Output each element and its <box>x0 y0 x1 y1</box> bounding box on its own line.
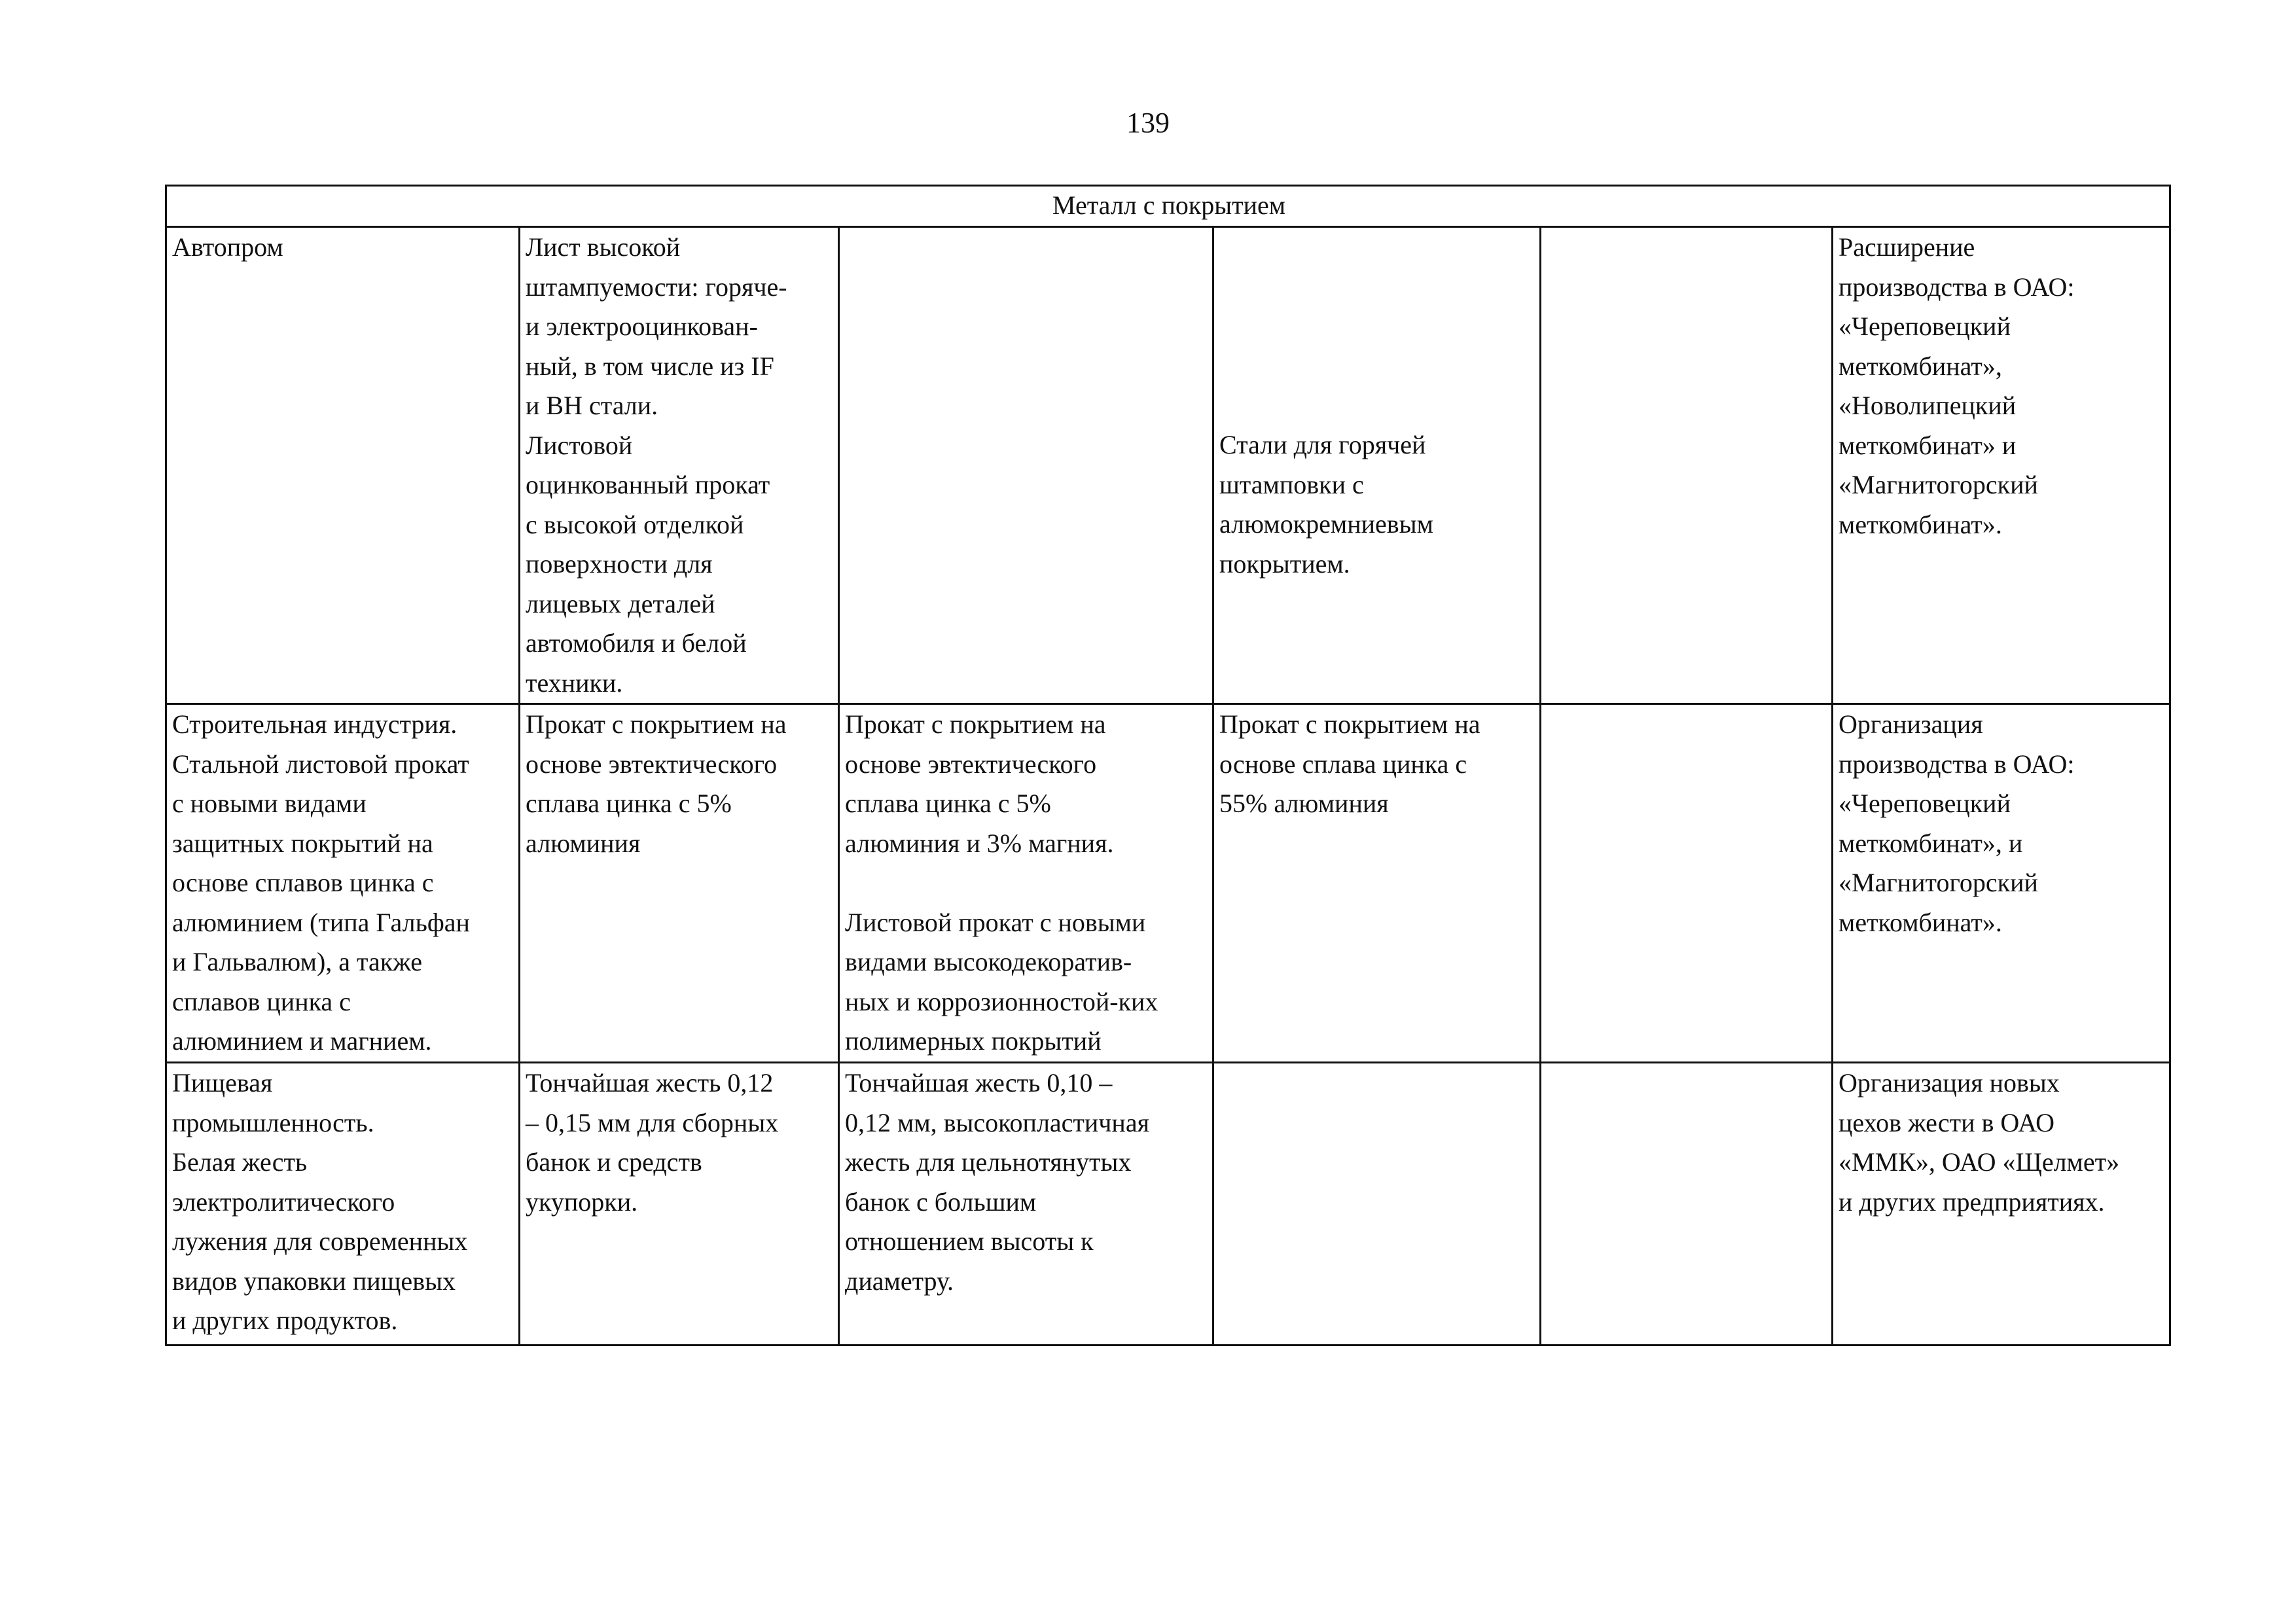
cell-line: алюминия <box>526 828 641 858</box>
cell-line: сплава цинка с 5% <box>526 789 732 818</box>
cell-line: производства в ОАО: <box>1839 749 2075 779</box>
cell-line: и Гальвалюм), а также <box>172 947 423 976</box>
cell-line: и других предприятиях. <box>1839 1186 2105 1217</box>
cell-line: Листовой <box>526 430 633 460</box>
cell-line: основе сплава цинка с <box>1219 749 1467 779</box>
cell-line: меткомбинат» и <box>1839 430 2017 460</box>
cell-line: поверхности для <box>526 549 713 579</box>
cell-line: основе сплавов цинка с <box>172 868 434 897</box>
cell-line: Стальной листовой прокат <box>172 749 469 779</box>
cell-line: меткомбинат». <box>1839 509 2002 539</box>
cell-line: Лист высокой <box>526 232 681 262</box>
cell-line: алюмокремниевым <box>1219 509 1433 539</box>
cell-line: Листовой прокат с новыми <box>845 907 1146 937</box>
sector-cell <box>166 227 520 704</box>
cell-line: Прокат с покрытием на <box>845 709 1106 739</box>
cell-line: алюминия и 3% магния. <box>845 828 1114 858</box>
paragraph-gap <box>845 863 1209 903</box>
cell-line: меткомбинат», и <box>1839 828 2023 858</box>
cell-line: – 0,15 мм для сборных <box>526 1107 779 1137</box>
measures-cell <box>1833 1063 2170 1346</box>
cell-line: промышленность. <box>172 1107 374 1137</box>
coated-metal-table <box>165 185 2171 1346</box>
sector-cell <box>166 704 520 1063</box>
cell-line: Тончайшая жесть 0,10 – <box>845 1068 1113 1097</box>
cell-line: основе эвтектического <box>526 749 778 779</box>
cell-line: «Магнитогорский <box>1839 868 2038 897</box>
cell-line: «Череповецкий <box>1839 789 2011 818</box>
cell-line: и электрооцинкован- <box>526 312 758 341</box>
cell-line: ный, в том числе из IF <box>526 351 774 381</box>
cell-line: сплавов цинка с <box>172 986 351 1016</box>
cell-line: Автопром <box>172 232 283 262</box>
empty-cell <box>1213 1063 1541 1346</box>
table-heading: Металл с покрытием <box>166 186 2170 227</box>
empty-cell <box>1541 227 1833 704</box>
table-heading-row <box>166 186 2170 227</box>
empty-cell <box>1541 1063 1833 1346</box>
measures-cell <box>1833 704 2170 1063</box>
products-cell <box>520 227 839 704</box>
cell-line: полимерных покрытий <box>845 1026 1102 1056</box>
cell-line: сплава цинка с 5% <box>845 789 1051 818</box>
table-row <box>166 227 2170 704</box>
cell-line: покрытием. <box>1219 548 1350 579</box>
products-cell <box>520 1063 839 1346</box>
cell-line: штампуемости: горяче- <box>526 272 787 302</box>
cell-line: автомобиля и белой <box>526 628 747 658</box>
sector-cell <box>166 1063 520 1346</box>
products-cell <box>1213 704 1541 1063</box>
cell-line: цехов жести в ОАО <box>1839 1107 2055 1137</box>
measures-cell <box>1833 227 2170 704</box>
products-cell <box>839 704 1213 1063</box>
cell-line: ных и коррозионностой-ких <box>845 986 1158 1016</box>
cell-line: укупорки. <box>526 1186 638 1217</box>
cell-line: видов упаковки пищевых <box>172 1266 456 1296</box>
cell-line: видами высокодекоратив- <box>845 947 1132 976</box>
cell-line: электролитического <box>172 1186 395 1217</box>
products-cell <box>520 704 839 1063</box>
cell-line: «Новолипецкий <box>1839 391 2017 420</box>
cell-line: жесть для цельнотянутых <box>845 1147 1132 1177</box>
cell-line: алюминием и магнием. <box>172 1026 432 1056</box>
table-row <box>166 1063 2170 1346</box>
cell-line: 0,12 мм, высокопластичная <box>845 1107 1149 1137</box>
cell-line: Расширение <box>1839 232 1975 262</box>
cell-line: и ВН стали. <box>526 391 658 420</box>
cell-line: Организация <box>1839 709 1983 739</box>
cell-line: «ММК», ОАО «Щелмет» <box>1839 1147 2120 1177</box>
products-cell <box>839 1063 1213 1346</box>
cell-line: и других продуктов. <box>172 1306 398 1335</box>
cell-line: с высокой отделкой <box>526 509 744 539</box>
cell-line: Стали для горячей <box>1219 430 1426 459</box>
cell-line: с новыми видами <box>172 789 367 818</box>
cell-line: банок и средств <box>526 1147 702 1177</box>
cell-line: Строительная индустрия. <box>172 709 457 739</box>
cell-line: основе эвтектического <box>845 749 1097 779</box>
cell-line: Белая жесть <box>172 1147 308 1177</box>
empty-cell <box>1541 704 1833 1063</box>
cell-line: «Череповецкий <box>1839 312 2011 341</box>
cell-line: защитных покрытий на <box>172 828 433 858</box>
table-row <box>166 704 2170 1063</box>
cell-line: меткомбинат». <box>1839 907 2002 937</box>
cell-line: алюминием (типа Гальфан <box>172 907 470 937</box>
cell-line: Прокат с покрытием на <box>1219 709 1480 739</box>
cell-line: лицевых деталей <box>526 588 715 618</box>
cell-line: Организация новых <box>1839 1068 2060 1097</box>
cell-line: Тончайшая жесть 0,12 <box>526 1068 774 1097</box>
cell-line: отношением высоты к <box>845 1226 1094 1256</box>
cell-line: меткомбинат», <box>1839 351 2002 381</box>
cell-line: оцинкованный прокат <box>526 470 770 499</box>
cell-line: техники. <box>526 668 623 698</box>
empty-cell <box>839 227 1213 704</box>
products-cell <box>1213 227 1541 704</box>
cell-line: производства в ОАО: <box>1839 272 2075 302</box>
cell-line: штамповки с <box>1219 469 1364 499</box>
cell-line: Пищевая <box>172 1068 273 1097</box>
cell-line: диаметру. <box>845 1266 954 1296</box>
cell-line: 55% алюминия <box>1219 789 1389 818</box>
cell-line: Прокат с покрытием на <box>526 709 787 739</box>
page-number: 139 <box>1126 107 1170 139</box>
cell-line: лужения для современных <box>172 1226 468 1256</box>
cell-line: банок с большим <box>845 1186 1037 1217</box>
cell-line: «Магнитогорский <box>1839 470 2038 499</box>
